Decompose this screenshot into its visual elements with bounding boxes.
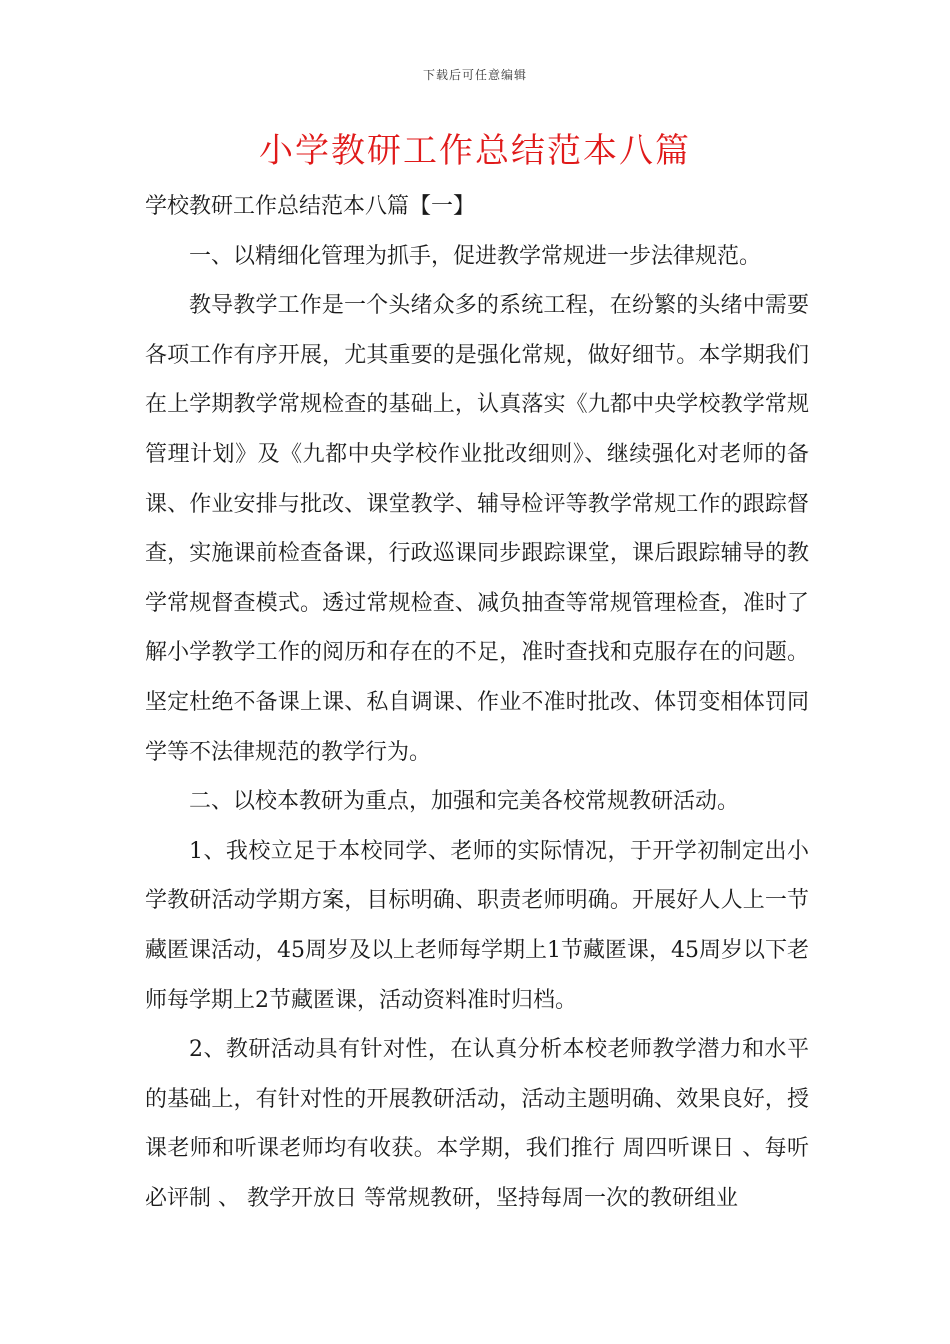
paragraph: 教导教学工作是一个头绪众多的系统工程，在纷繁的头绪中需要各项工作有序开展，尤其重要的是强化常规，做好细节。本学期我们在上学期教学常规检查的基础上，认真落实《九都中央学校教学常规管理计划》及《九都中央学校作业批改细则》、继续强化对老师的备课、作业安排与批改、课堂教学、辅导检评等教学常规工作的跟踪督查，实施课前检查备课，行政巡课同步跟踪课堂，课后跟踪辅导的教学常规督查模式。透过常规检查、减负抽查等常规管理检查，准时了解小学教学工作的阅历和存在的不足，准时查找和克服存在的问题。坚定杜绝不备课上课、私自调课、作业不准时批改、体罚变相体罚同学等不法律规范的教学行为。: [145, 293, 809, 765]
paragraph: 一、以精细化管理为抓手，促进教学常规进一步法律规范。: [189, 243, 762, 269]
paragraph: 二、以校本教研为重点，加强和完美各校常规教研活动。: [189, 789, 740, 815]
document-title: 小学教研工作总结范本八篇: [259, 131, 691, 171]
paragraph: 2、教研活动具有针对性，在认真分析本校老师教学潜力和水平的基础上，有针对性的开展教研活动，活动主题明确、效果良好，授课老师和听课老师均有收获。本学期，我们推行 周四听课日 、每听必评制 、 教学开放日 等常规教研，坚持每周一次的教研组业: [145, 1037, 809, 1211]
header-note: 下载后可任意编辑: [422, 68, 527, 82]
document-body: [145, 182, 809, 1223]
section-heading: 学校教研工作总结范本八篇【一】: [145, 194, 476, 219]
paragraph: 1、我校立足于本校同学、老师的实际情况，于开学初制定出小学教研活动学期方案，目标明确、职责老师明确。开展好人人上一节藏匿课活动，45周岁及以上老师每学期上1节藏匿课，45周岁以下老师每学期上2节藏匿课，活动资料准时归档。: [145, 838, 809, 1013]
